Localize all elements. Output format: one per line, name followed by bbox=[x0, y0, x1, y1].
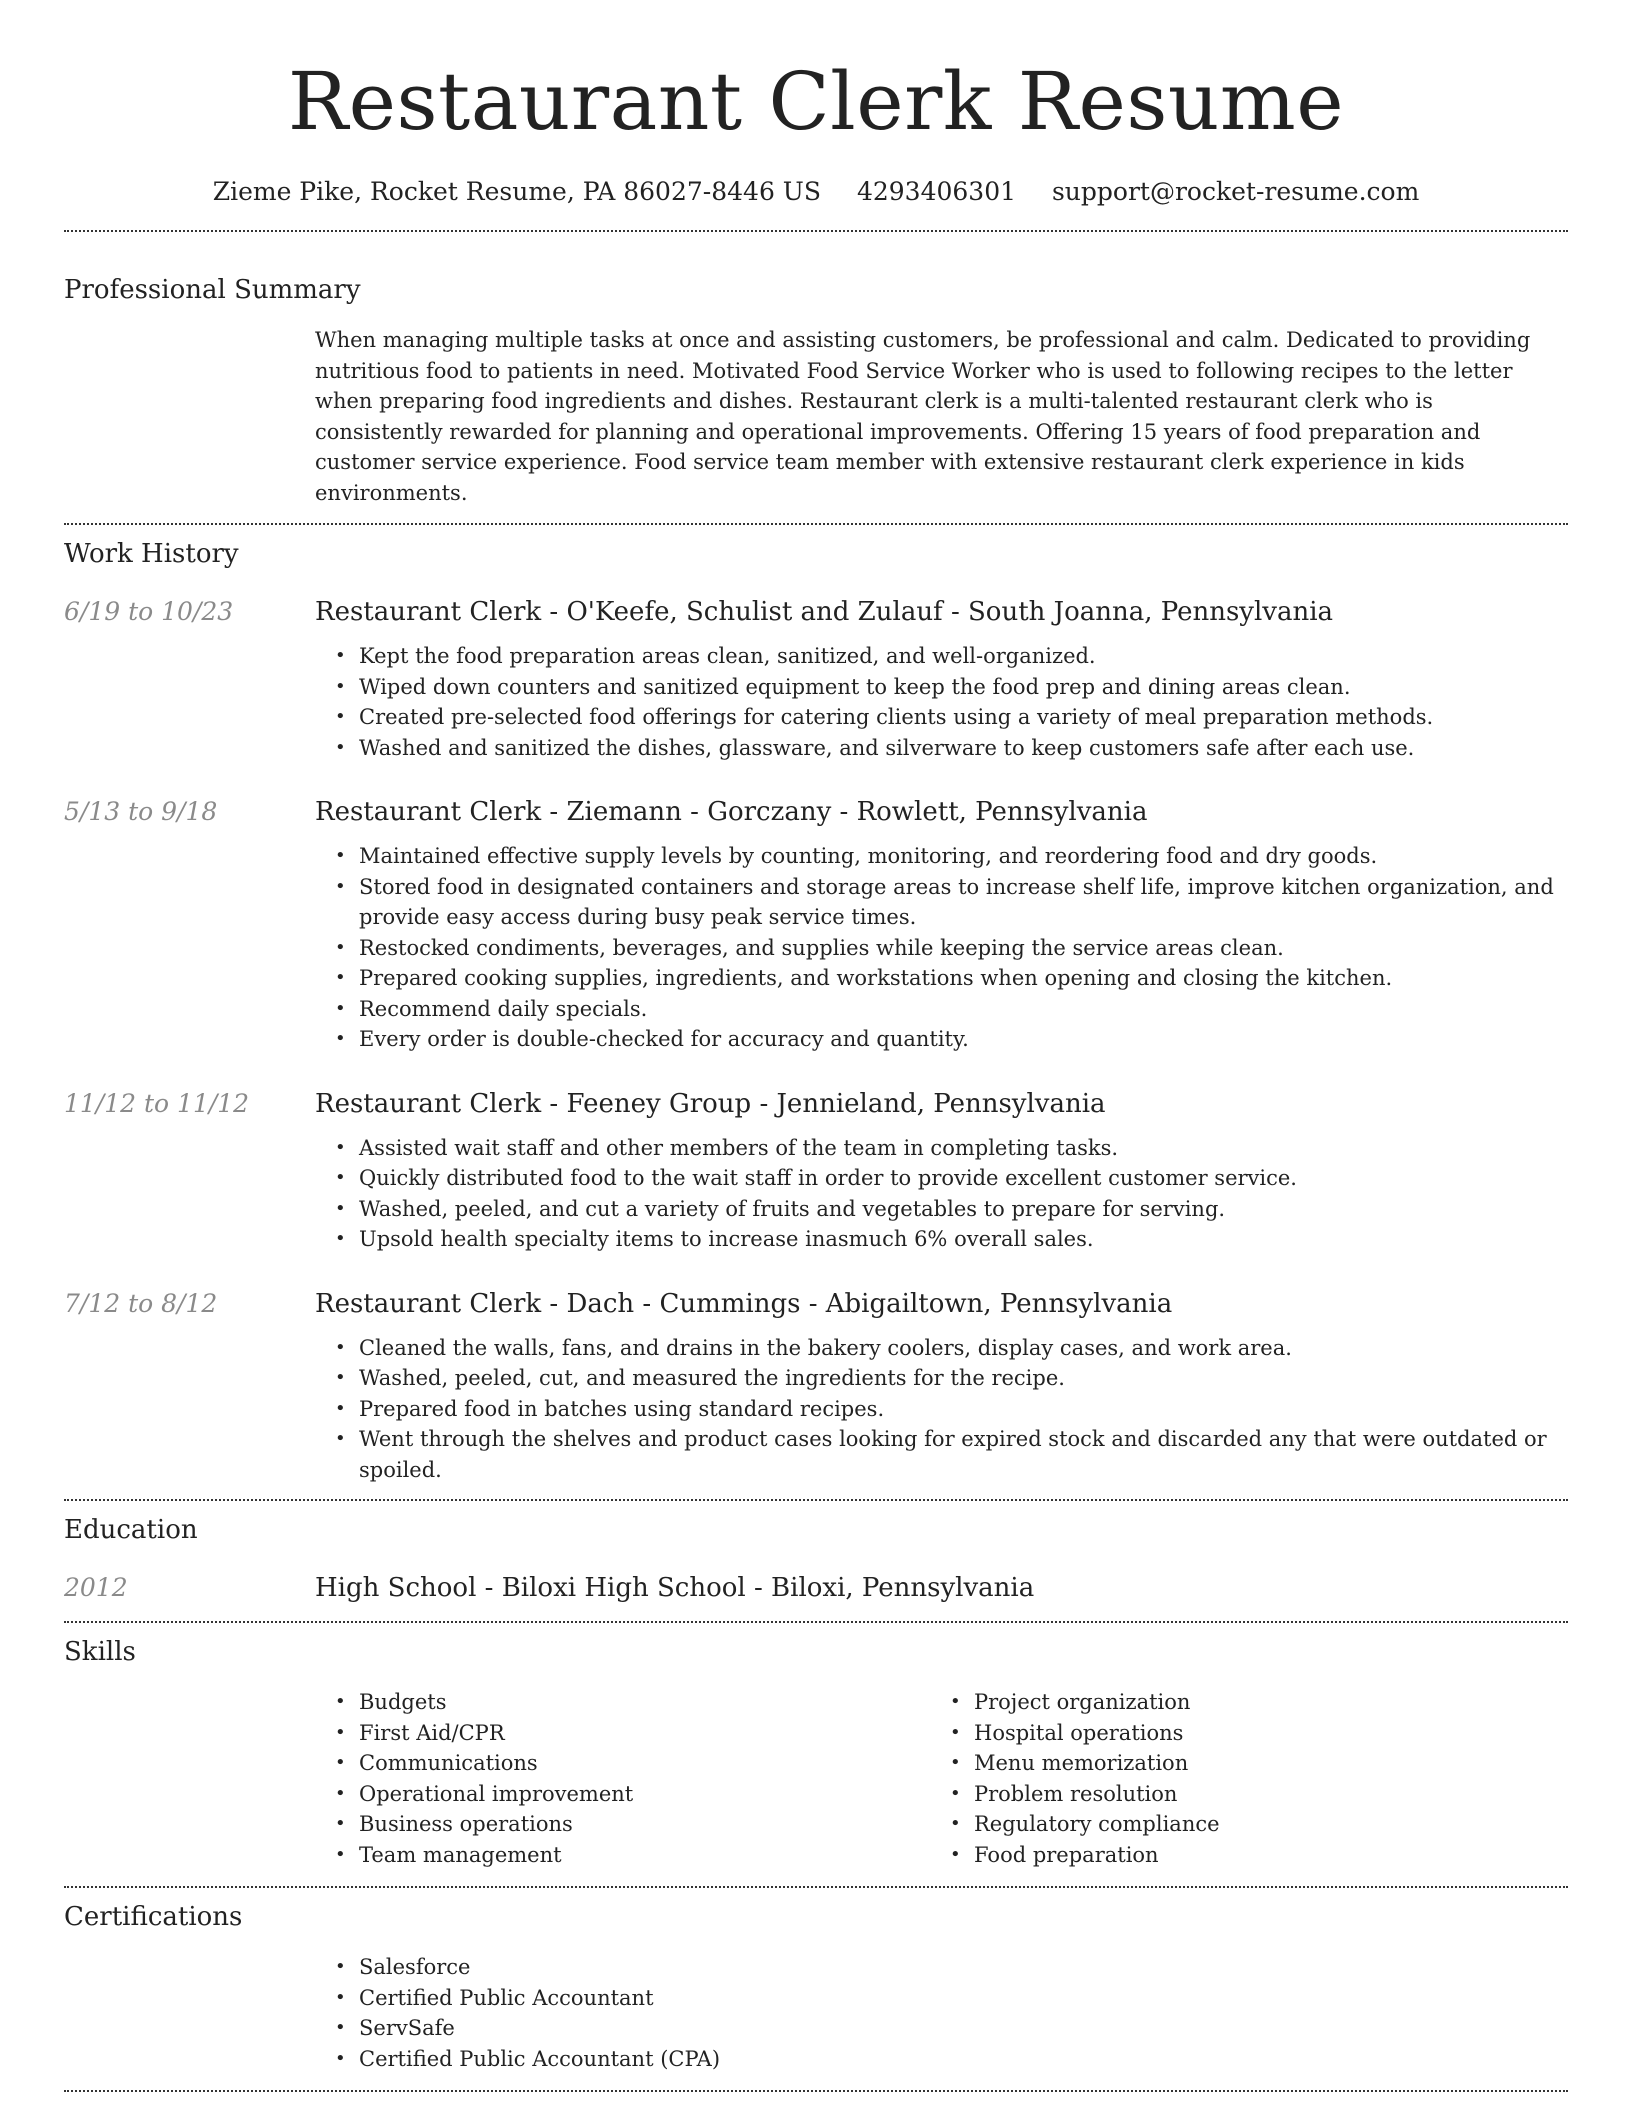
list-item: • Kept the food preparation areas clean, sanitized, and well-organized. bbox=[315, 641, 1568, 672]
list-item: • Restocked condiments, beverages, and supplies while keeping the service areas clean. bbox=[315, 933, 1568, 964]
page-title: Restaurant Clerk Resume bbox=[287, 55, 1345, 148]
resume-page bbox=[64, 0, 1568, 2092]
job-entry bbox=[64, 1086, 1568, 1255]
skill-item: • Regulatory compliance bbox=[930, 1809, 1545, 1840]
section-divider bbox=[64, 230, 1568, 232]
job-dates: 7/12 to 8/12 bbox=[64, 1288, 218, 1318]
work-history-heading: Work History bbox=[64, 539, 239, 569]
job-dates: 11/12 to 11/12 bbox=[64, 1088, 250, 1118]
skill-item: • Operational improvement bbox=[315, 1779, 930, 1810]
skill-item: • First Aid/CPR bbox=[315, 1718, 930, 1749]
section-divider bbox=[64, 2090, 1568, 2092]
section-divider bbox=[64, 1886, 1568, 1888]
certification-item: • ServSafe bbox=[315, 2013, 1568, 2044]
list-item: • Every order is double-checked for accuracy and quantity. bbox=[315, 1024, 1568, 1055]
job-bullets bbox=[315, 1333, 1568, 1486]
skills-column-2 bbox=[930, 1687, 1545, 1870]
job-entry bbox=[64, 594, 1568, 763]
certifications-section bbox=[64, 1899, 1568, 2074]
skills-heading: Skills bbox=[64, 1637, 136, 1667]
summary-section bbox=[64, 272, 1568, 508]
skills-section bbox=[64, 1634, 1568, 1870]
skills-column-1 bbox=[315, 1687, 930, 1870]
list-item: • Went through the shelves and product cases looking for expired stock and discarded any that were outdated or spoiled. bbox=[315, 1424, 1568, 1485]
section-divider bbox=[64, 523, 1568, 525]
skill-item: • Communications bbox=[315, 1748, 930, 1779]
list-item: • Washed and sanitized the dishes, glassware, and silverware to keep customers safe after each use. bbox=[315, 733, 1568, 764]
education-title: High School - Biloxi High School - Biloxi, Pennsylvania bbox=[315, 1573, 1035, 1603]
job-title: Restaurant Clerk - O'Keefe, Schulist and Zulauf - South Joanna, Pennsylvania bbox=[315, 597, 1334, 627]
job-bullets bbox=[315, 841, 1568, 1055]
job-entry bbox=[64, 1286, 1568, 1486]
list-item: • Prepared cooking supplies, ingredients, and workstations when opening and closing the kitchen. bbox=[315, 963, 1568, 994]
education-entry bbox=[64, 1570, 1568, 1606]
job-dates: 6/19 to 10/23 bbox=[64, 597, 234, 626]
summary-text: When managing multiple tasks at once and assisting customers, be professional and calm. Dedicated to providing nutritious food to patients in need. Motivated Food Service Worker who is used to following recipes to the letter when preparing food ingredients and dishes. Restaurant clerk is a multi-talented restaurant clerk who is consistently rewarded for planning and operational improvements. Offering 15 years of food preparation and customer service experience. Food service team member with extensive restaurant clerk experience in kids environments. bbox=[315, 328, 1531, 505]
job-title: Restaurant Clerk - Feeney Group - Jennieland, Pennsylvania bbox=[315, 1088, 1106, 1119]
skill-item: • Team management bbox=[315, 1840, 930, 1871]
contact-phone: 4293406301 bbox=[856, 177, 1017, 206]
education-year: 2012 bbox=[64, 1573, 128, 1602]
job-dates: 5/13 to 9/18 bbox=[64, 797, 218, 826]
certifications-list bbox=[315, 1952, 1568, 2074]
job-bullets bbox=[315, 641, 1568, 763]
list-item: • Washed, peeled, and cut a variety of fruits and vegetables to prepare for serving. bbox=[315, 1194, 1568, 1225]
summary-heading: Professional Summary bbox=[64, 275, 361, 305]
job-title: Restaurant Clerk - Dach - Cummings - Abigailtown, Pennsylvania bbox=[315, 1288, 1173, 1319]
list-item: • Stored food in designated containers and storage areas to increase shelf life, improve kitchen organization, and provide easy access during busy peak service times. bbox=[315, 872, 1568, 933]
skills-list bbox=[315, 1687, 1568, 1870]
list-item: • Upsold health specialty items to increase inasmuch 6% overall sales. bbox=[315, 1224, 1568, 1255]
skill-item: • Budgets bbox=[315, 1687, 930, 1718]
list-item: • Assisted wait staff and other members of the team in completing tasks. bbox=[315, 1133, 1568, 1164]
education-heading: Education bbox=[64, 1515, 198, 1545]
work-history-section bbox=[64, 536, 1568, 1485]
skill-item: • Food preparation bbox=[930, 1840, 1545, 1871]
skill-item: • Hospital operations bbox=[930, 1718, 1545, 1749]
contact-info bbox=[64, 174, 1568, 210]
list-item: • Maintained effective supply levels by counting, monitoring, and reordering food and dry goods. bbox=[315, 841, 1568, 872]
certification-item: • Certified Public Accountant (CPA) bbox=[315, 2044, 1568, 2075]
skill-item: • Project organization bbox=[930, 1687, 1545, 1718]
list-item: • Prepared food in batches using standard recipes. bbox=[315, 1394, 1568, 1425]
contact-email: support@rocket-resume.com bbox=[1051, 177, 1420, 206]
job-entry bbox=[64, 794, 1568, 1055]
section-divider bbox=[64, 1621, 1568, 1623]
section-divider bbox=[64, 1499, 1568, 1501]
contact-address: Zieme Pike, Rocket Resume, PA 86027-8446 US bbox=[212, 177, 821, 206]
list-item: • Cleaned the walls, fans, and drains in the bakery coolers, display cases, and work area. bbox=[315, 1333, 1568, 1364]
certification-item: • Salesforce bbox=[315, 1952, 1568, 1983]
skill-item: • Menu memorization bbox=[930, 1748, 1545, 1779]
skill-item: • Problem resolution bbox=[930, 1779, 1545, 1810]
education-section bbox=[64, 1512, 1568, 1606]
certifications-heading: Certifications bbox=[64, 1902, 243, 1932]
job-title: Restaurant Clerk - Ziemann - Gorczany - Rowlett, Pennsylvania bbox=[315, 797, 1148, 827]
list-item: • Wiped down counters and sanitized equipment to keep the food prep and dining areas clean. bbox=[315, 672, 1568, 703]
skill-item: • Business operations bbox=[315, 1809, 930, 1840]
list-item: • Created pre-selected food offerings for catering clients using a variety of meal preparation methods. bbox=[315, 702, 1568, 733]
list-item: • Quickly distributed food to the wait staff in order to provide excellent customer service. bbox=[315, 1163, 1568, 1194]
list-item: • Recommend daily specials. bbox=[315, 994, 1568, 1025]
certification-item: • Certified Public Accountant bbox=[315, 1983, 1568, 2014]
list-item: • Washed, peeled, cut, and measured the ingredients for the recipe. bbox=[315, 1363, 1568, 1394]
job-bullets bbox=[315, 1133, 1568, 1255]
